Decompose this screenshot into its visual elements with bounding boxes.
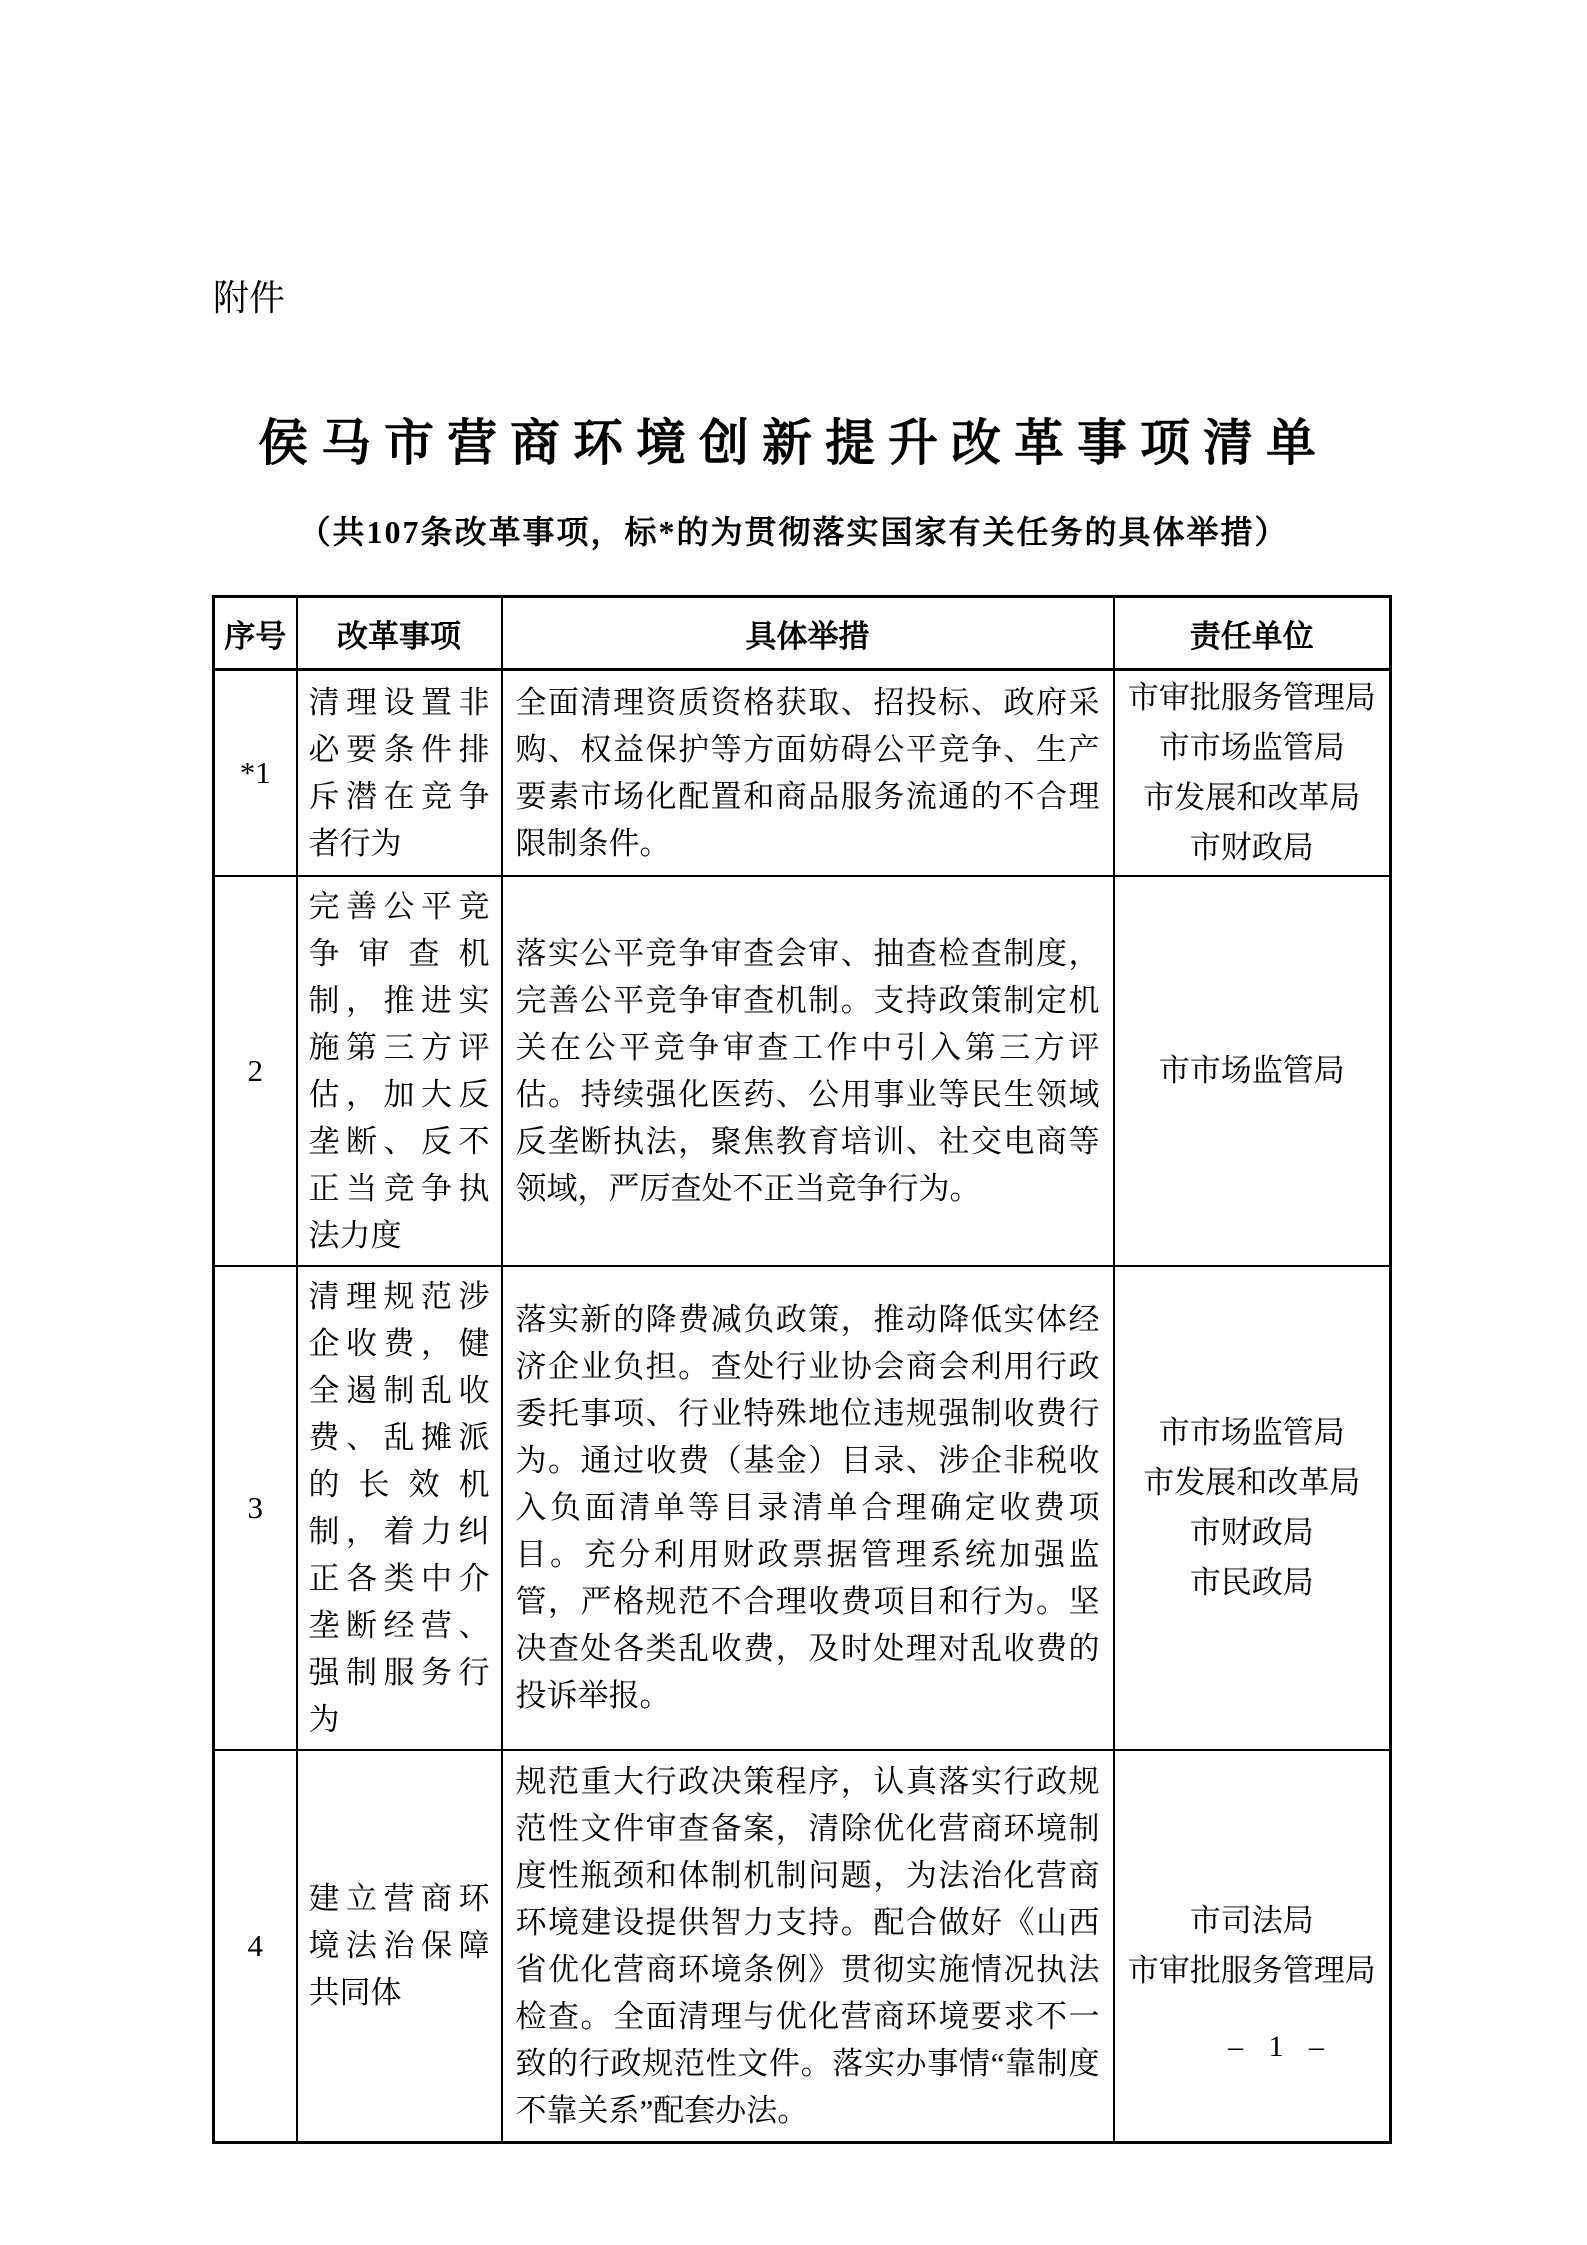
col-header-reform-item: 改革事项	[297, 597, 502, 670]
measures-text: 规范重大行政决策程序，认真落实行政规范性文件审查备案，清除优化营商环境制度性瓶颈和体制机制问题，为法治化营商环境建设提供智力支持。配合做好《山西省优化营商环境条例》贯彻实施情况执法检查。全面清理与优化营商环境要求不一致的行政规范性文件。落实办事情“靠制度不靠关系”配套办法。	[515, 1763, 1100, 2128]
document-subtitle: （共107条改革事项，标*的为贯彻落实国家有关任务的具体举措）	[298, 514, 1289, 550]
table-row	[214, 1266, 1391, 1750]
document-title: 侯马市营商环境创新提升改革事项清单	[258, 415, 1329, 471]
table-row	[214, 670, 1391, 876]
units-cell	[1114, 1266, 1391, 1750]
reform-table	[212, 595, 1392, 2144]
units-cell	[1114, 1750, 1391, 2143]
units-cell	[1114, 876, 1391, 1266]
units-cell	[1114, 670, 1391, 876]
reform-item-cell	[297, 876, 502, 1266]
row-number: 3	[214, 1266, 297, 1750]
attachment-label: 附件	[213, 277, 286, 318]
responsible-unit: 市财政局	[1189, 1514, 1314, 1550]
reform-table-body	[214, 670, 1391, 2143]
reform-item-cell	[297, 670, 502, 876]
responsible-unit: 市发展和改革局	[1143, 1464, 1361, 1500]
responsible-unit: 市审批服务管理局	[1127, 679, 1376, 715]
row-number: 2	[214, 876, 297, 1266]
responsible-unit: 市市场监管局	[1158, 729, 1345, 765]
responsible-unit: 市民政局	[1189, 1564, 1314, 1600]
col-header-measures: 具体举措	[502, 597, 1114, 670]
col-header-responsible-unit: 责任单位	[1114, 597, 1391, 670]
responsible-unit: 市市场监管局	[1158, 1414, 1345, 1450]
responsible-unit: 市发展和改革局	[1143, 779, 1361, 815]
measures-text: 落实公平竞争审查会审、抽查检查制度，完善公平竞争审查机制。支持政策制定机关在公平竞争审查工作中引入第三方评估。持续强化医药、公用事业等民生领域反垄断执法，聚焦教育培训、社交电商等领域，严厉查处不正当竞争行为。	[515, 935, 1100, 1206]
reform-item-text: 清理设置非必要条件排斥潜在竞争者行为	[308, 684, 490, 861]
reform-item-text: 清理规范涉企收费，健全遏制乱收费、乱摊派的长效机制，着力纠正各类中介垄断经营、强制服务行为	[308, 1278, 490, 1737]
row-number: 4	[214, 1750, 297, 2143]
measures-cell	[502, 876, 1114, 1266]
reform-item-text: 建立营商环境法治保障共同体	[308, 1881, 490, 2011]
col-header-no: 序号	[214, 597, 297, 670]
measures-cell	[502, 1266, 1114, 1750]
responsible-unit: 市市场监管局	[1158, 1052, 1345, 1088]
reform-item-text: 完善公平竞争审查机制，推进实施第三方评估，加大反垄断、反不正当竞争执法力度	[308, 888, 490, 1253]
responsible-unit: 市司法局	[1189, 1902, 1314, 1938]
measures-text: 落实新的降费减负政策，推动降低实体经济企业负担。查处行业协会商会利用行政委托事项、行业特殊地位违规强制收费行为。通过收费（基金）目录、涉企非税收入负面清单等目录清单合理确定收费项目。充分利用财政票据管理系统加强监管，严格规范不合理收费项目和行为。坚决查处各类乱收费，及时处理对乱收费的投诉举报。	[515, 1302, 1100, 1713]
responsible-unit: 市审批服务管理局	[1127, 1952, 1376, 1988]
measures-text: 全面清理资质资格获取、招投标、政府采购、权益保护等方面妨碍公平竞争、生产要素市场化配置和商品服务流通的不合理限制条件。	[515, 684, 1100, 861]
measures-cell	[502, 1750, 1114, 2143]
table-row	[214, 1750, 1391, 2143]
row-number: *1	[214, 670, 297, 876]
table-header-row	[214, 597, 1391, 670]
table-row	[214, 876, 1391, 1266]
page-number: – 1 –	[1228, 2030, 1333, 2063]
reform-item-cell	[297, 1266, 502, 1750]
responsible-unit: 市财政局	[1189, 829, 1314, 865]
measures-cell	[502, 670, 1114, 876]
reform-item-cell	[297, 1750, 502, 2143]
